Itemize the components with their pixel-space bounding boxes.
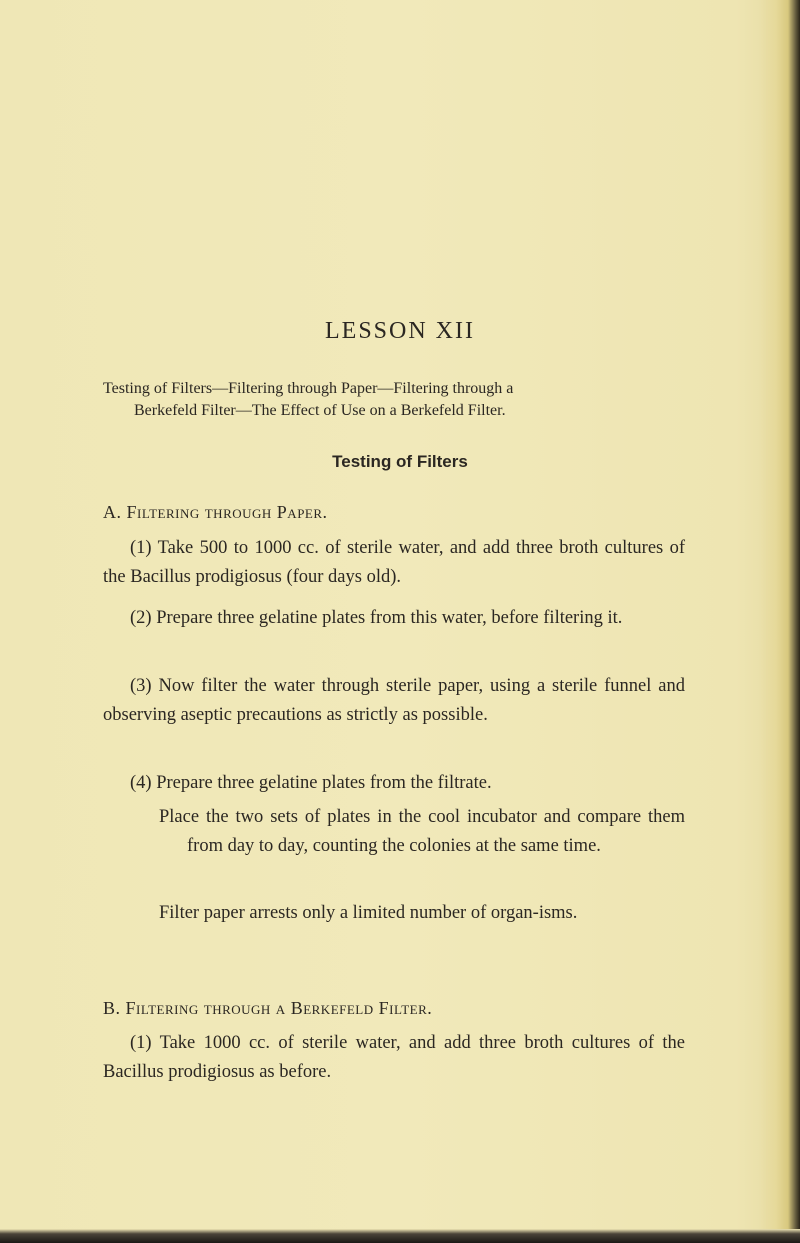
section-a-note-1: Place the two sets of plates in the cool incubator and compare them from day to day, counting the colonies at the same time. (159, 807, 685, 856)
section-heading: Testing of Filters (332, 452, 468, 471)
section-b-step-1: (1) Take 1000 cc. of sterile water, and add three broth cultures of the Bacillus prodigiosus as before. (103, 1033, 685, 1082)
section-a-step-1: (1) Take 500 to 1000 cc. of sterile water, and add three broth cultures of the Bacillus prodigiosus (four days old). (103, 538, 685, 587)
page-edge-shadow (760, 0, 800, 1243)
summary-line-2: Berkefeld Filter—The Effect of Use on a Berkefeld Filter. (134, 402, 506, 419)
section-a-step-3: (3) Now filter the water through sterile paper, using a sterile funnel and observing aseptic precautions as strictly as possible. (103, 676, 685, 725)
lesson-title: LESSON XII (325, 318, 475, 344)
section-a-step-4: (4) Prepare three gelatine plates from the filtrate. (130, 773, 492, 793)
section-a-step-2: (2) Prepare three gelatine plates from this water, before filtering it. (130, 608, 623, 628)
section-b-title: B. Filtering through a Berkefeld Filter. (103, 998, 433, 1018)
section-a-note-2: Filter paper arrests only a limited number of organ-isms. (159, 903, 578, 923)
page-bottom-shadow (0, 1229, 800, 1243)
section-a-title: A. Filtering through Paper. (103, 502, 328, 522)
lesson-summary (103, 378, 683, 422)
summary-line-1: Testing of Filters—Filtering through Paper—Filtering through a (103, 380, 514, 397)
